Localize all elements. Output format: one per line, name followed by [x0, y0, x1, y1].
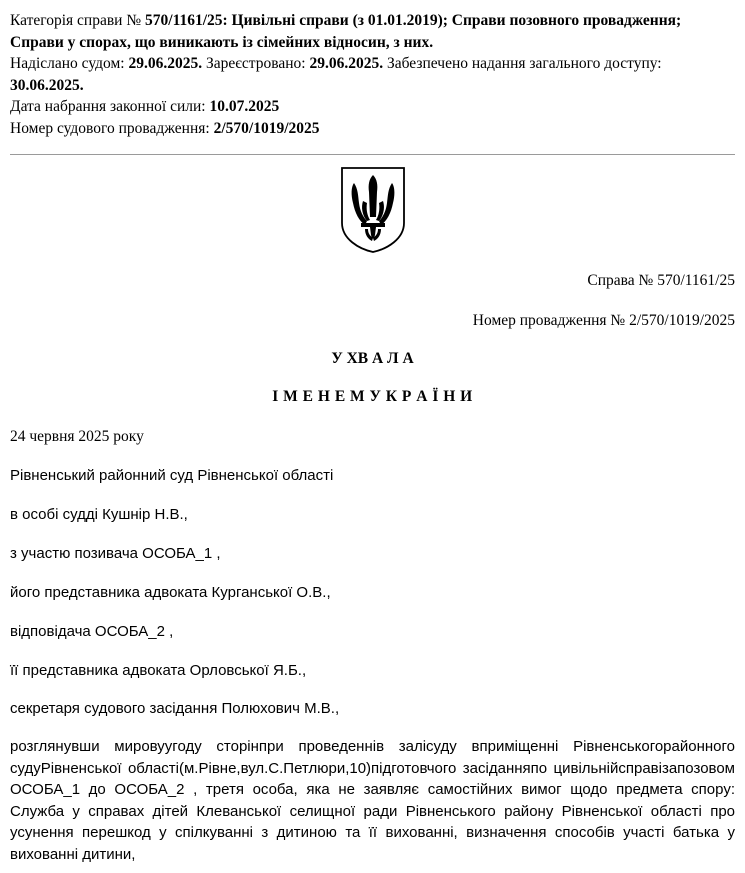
legal-force-date: 10.07.2025: [209, 98, 280, 115]
registered-date: 29.06.2025.: [309, 55, 384, 72]
case-category-label: Категорія справи №: [10, 12, 146, 29]
court-name: Рівненський районний суд Рівненської області: [10, 467, 334, 484]
case-category-value: 570/1161/25: Цивільні справи (з 01.01.2019); Справи позовного провадження; Справи у спорах, що виникають із сімейних відносин, з них.: [10, 12, 682, 51]
case-metadata-header: [10, 10, 735, 139]
proceeding-label: Номер судового провадження:: [10, 119, 214, 137]
document-title: У ХВ А Л А: [331, 350, 414, 367]
plaintiff-line: з участю позивача ОСОБА_1 ,: [10, 545, 221, 562]
judge-line: в особі судді Кушнір Н.В.,: [10, 506, 188, 523]
sent-label: Надіслано судом:: [10, 55, 129, 72]
body-paragraph: розглянувши мировуугоду сторінпри проведеннів залісуду вприміщенні Рівненськогорайонного судуРівненської області(м.Рівне,вул.С.Петлюри,10)підготовчого засіданняпо цивільнійсправізапозовом ОСОБА_1 до ОСОБА_2 , третя особа, яка не заявляє самостійних вимог щодо предмета спору: Служба у справах дітей Клеванської селищної ради Рівненського району Рівненської області про усунення перешкод у спілкуванні з дитиною та її вихованні, визначення способів участі батька у вихованні дитини,: [10, 738, 735, 863]
case-category-line: [10, 10, 735, 53]
case-number: Справа № 570/1161/25: [587, 272, 735, 289]
proceeding-line: [10, 118, 735, 140]
defendant-representative-line: її представника адвоката Орловської Я.Б.,: [10, 662, 307, 679]
legal-force-label: Дата набрання законної сили:: [10, 98, 210, 115]
proceeding-number-line: Номер провадження № 2/570/1019/2025: [472, 312, 735, 329]
decision-date: 24 червня 2025 року: [10, 428, 144, 445]
defendant-line: відповідача ОСОБА_2 ,: [10, 623, 174, 640]
document-subtitle: І М Е Н Е М У К Р А Ї Н И: [272, 388, 473, 405]
header-divider: [10, 154, 735, 155]
plaintiff-representative-line: його представника адвоката Курганської О.В.,: [10, 584, 331, 601]
sent-date: 29.06.2025.: [128, 55, 203, 72]
access-date: 30.06.2025.: [10, 76, 84, 94]
secretary-line: секретаря судового засідання Полюхович М.В.,: [10, 700, 340, 717]
access-label: Забезпечено надання загального доступу:: [383, 55, 662, 72]
trident-coat-of-arms-icon: [339, 165, 407, 253]
registered-label: Зареєстровано:: [202, 55, 310, 72]
proceeding-number: 2/570/1019/2025: [213, 119, 320, 137]
legal-force-line: [10, 96, 735, 118]
case-dates-line: [10, 53, 735, 96]
